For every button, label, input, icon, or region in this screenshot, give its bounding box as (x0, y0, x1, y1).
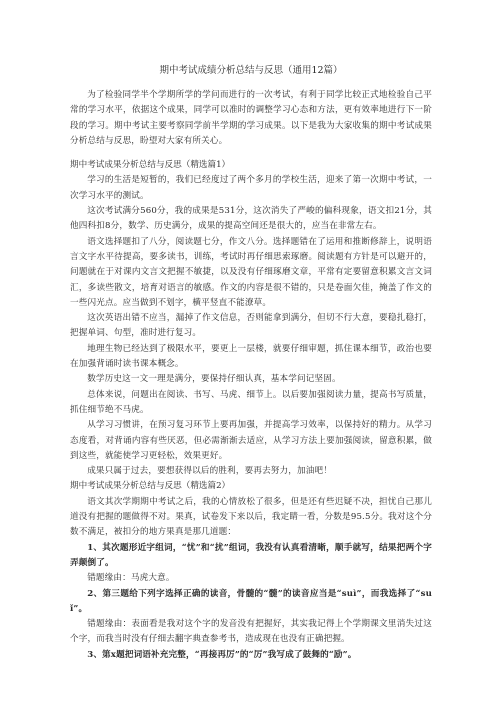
page-title: 期中考试成绩分析总结与反思（通用12篇） (159, 65, 343, 76)
section1-paragraph: 从学习习惯讲，在预习复习环节上要再加强，并提高学习效率，以保持好的精力。从学习态度看，对背诵内容有些厌恶，但必需渐渐去适应，从学习方法上要加强阅读，留意积累，做到这些，就能使学习更轻松，效果更好。 (70, 420, 432, 461)
section1-paragraph: 语文选择题扣了八分，阅读题七分，作文八分。选择题错在了运用和推断修辞上，说明语言文字水平待提高，要多读书，训练，考试时再仔细思索琢磨。阅读题有方针是可以避开的，问题就在于对课内文言文把握不敏捷，以及没有仔细琢磨文章，平常有定要留意积累文言文词汇，多读些散文，培育对语言的敏感。作文的内容是很不错的，只是卷面欠佳，掩盖了作文的一些闪光点。应当做到不划字，横平竖直不能潦草。 (70, 236, 432, 308)
section2-paragraph: 错题缘由：马虎大意。 (87, 573, 175, 584)
section1-paragraph: 这次英语出错不应当，漏掉了作文信息，否则能拿到满分，但切不行大意，要稳扎稳打，把握单词、句型，准时进行复习。 (70, 313, 432, 339)
section1-paragraph: 学习的生活是短暂的，我们已经度过了两个多月的学校生活，迎来了第一次期中考试，一次学习水平的测试。 (70, 175, 432, 201)
section2-paragraph: 3、第x题把词语补充完整，“再接再厉”的“厉”我写成了鼓舞的“励”。 (87, 649, 357, 660)
section1-paragraph: 地理生物已经达到了极限水平，要更上一层楼，就要仔细审题，抓住课本细节，政治也要在加强背诵时读书课本概念。 (70, 343, 432, 370)
section-gap (70, 149, 432, 158)
section2-paragraph: 2、第三题给下列字选择正确的读音，骨髓的“髓”的读音应当是“suì”，而我选择了“suǐ”。 (70, 588, 432, 614)
section1-paragraph: 总体来说，问题出在阅读、书写、马虎、细节上。以后要加强阅读力量，提高书写质量，抓住细节绝不马虎。 (70, 389, 432, 415)
section-heading-1: 期中考试成果分析总结与反思（精选篇1） (70, 160, 231, 171)
section2-paragraph: 1、其次题形近字组词，“忧”和“扰”组词，我没有认真看清晰，顺手就写，结果把两个字弄颠倒了。 (70, 542, 432, 568)
section-heading-2: 期中考试成果分析总结与反思（精选篇2） (70, 481, 231, 492)
section1-paragraph: 成果只属于过去，要想获得以后的胜利，要再去努力，加油吧！ (87, 466, 333, 477)
section2-paragraph: 错题缘由：表面看是我对这个字的发音没有把握好，其实我记得上个学期课文里消失过这个字，而我当时没有仔细去翻字典查参考书，造成现在也没有正确把握。 (70, 619, 432, 645)
intro-paragraph: 为了检验同学半个学期所学的学问而进行的一次考试，有利于同学比较正式地检验自己平常的学习水平，依据这个成果，同学可以准时的调整学习心态和方法，更有效率地进行下一阶段的学习。期中考试主要考察同学前半学期的学习成果。以下是我为大家收集的期中考试成果分析总结与反思，盼望对大家有所关心。 (70, 90, 432, 146)
section1-paragraph: 数学历史这一文一理是满分，要保持仔细认真，基本学问记坚固。 (87, 374, 341, 385)
section1-paragraph: 这次考试满分560分，我的成果是531分，这次消失了严峻的偏科现象，语文扣21分，其他四科扣8分，数学、历史满分，成果的提高空间还是很大的，应当在非常左右。 (70, 206, 432, 232)
section2-paragraph: 语文其次学期期中考试之后，我的心情放松了很多，但是还有些迟疑不决，担忧自己那儿道没有把握的题做得不对。果真，试卷发下来以后，我定睛一看，分数是95.5分。我对这个分数不满足，被扣分的地方果真是那几道题： (70, 496, 432, 538)
